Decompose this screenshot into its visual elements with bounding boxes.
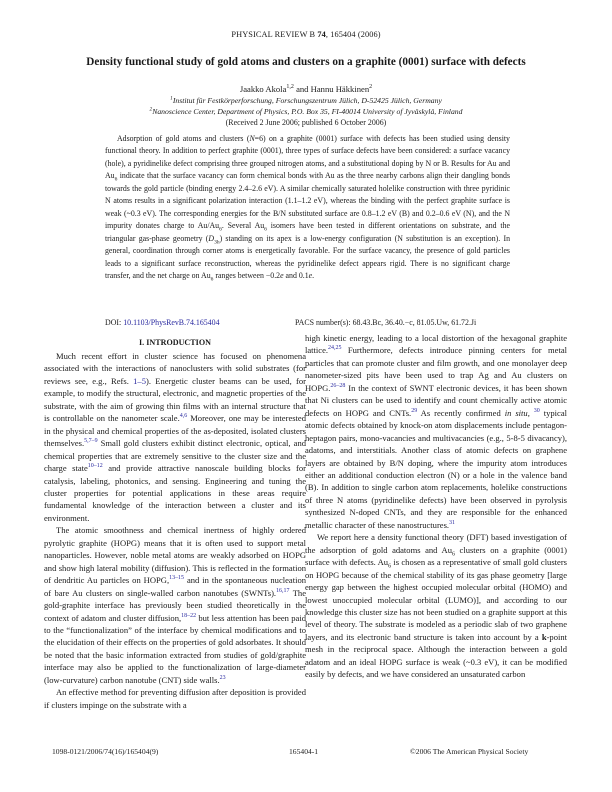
subscript: 6 <box>219 226 222 233</box>
volume-number: 74 <box>317 30 326 39</box>
article-info: , 165404 (2006) <box>325 30 381 39</box>
reference-link[interactable]: 18–22 <box>181 612 197 619</box>
pacs-numbers: PACS number(s): 68.43.Bc, 36.40.−c, 81.05.Uw, 61.72.Ji <box>295 318 477 327</box>
footer-issn: 1098-0121/2006/74(16)/165404(9) <box>52 747 159 756</box>
body-text: We report here a density functional theory (DFT) based investigation of the adsorption of gold adatoms and Au <box>305 532 567 555</box>
abstract <box>105 133 510 282</box>
doi-label: DOI: <box>105 318 124 327</box>
right-column <box>305 332 567 681</box>
reference-link[interactable]: 24,25 <box>328 345 342 352</box>
reference-link[interactable]: 29 <box>411 407 418 414</box>
reference-link[interactable]: 5,7–9 <box>84 438 98 445</box>
affiliation-1-text: Institut für Festkörperforschung, Forschungszentrum Jülich, D-52425 Jülich, Germany <box>172 96 442 105</box>
paragraph <box>44 686 306 711</box>
reference-link[interactable]: 13–15 <box>169 575 185 582</box>
body-text: and in the spontaneous nucleation of bare Au clusters on single-walled carbon nanotubes (SWNTs). <box>44 575 307 598</box>
affiliation-2 <box>0 107 612 116</box>
affiliation-2-marker: 2 <box>149 106 153 113</box>
abstract-text: =6) on a graphite (0001) surface with defects has been studied using density functional theory. In addition to perfect graphite (0001), three types of surface defects have been considered: a surface vacancy (hole), a pyridinelike defect comprising three grouped nitrogen atoms, and a substitutional doping by N or B. Results for Au and Au <box>105 134 510 181</box>
body-text: high kinetic energy, leading to a local distortion of the hexagonal graphite lattice. <box>305 333 567 356</box>
elementary-charge: e <box>308 270 313 280</box>
body-text: An effective method for preventing diffusion after deposition is provided if clusters impinge on the substrate with a <box>44 687 306 710</box>
abstract-text: Adsorption of gold atoms and clusters ( <box>117 134 250 143</box>
body-text: Much recent effort in cluster science has focused on phenomena associated with the interactions of nanoclusters with solid substrates (for reviews see, e.g., Refs. <box>44 351 306 386</box>
author-1: Jaakko Akola <box>239 84 287 94</box>
paragraph <box>305 531 567 680</box>
affiliation-1 <box>0 96 612 105</box>
subscript: 6 <box>264 226 267 233</box>
reference-link[interactable]: 10–12 <box>87 463 103 470</box>
body-text: The gold-graphite interface has previously been studied theoretically in the context of adatom and cluster diffusion, <box>44 587 306 623</box>
abstract-text: ranges between −0.2 <box>213 270 281 280</box>
reference-link[interactable]: 23 <box>219 674 226 681</box>
body-text: typical atomic defects obtained by knock-on atom displacements include pentagon-heptagon pairs, mono-vacancies and multivacancies (e.g., 5-8-5 divacancy), adatoms, and interstitials. Another class of atomic defects on graphene layers are obtained by B/N doping, where the impurity atom introduces either an additional conduction electron (N) or a hole in the valence band (B). In addition to single carbon atom replacements, holelike constructions of three N atoms (pyridinelike defects) have been observed in pyrolysis synthesized N-doped CNTs, and they are responsible for the enhanced metallic character of these nanostructures. <box>305 407 567 530</box>
body-text: Moreover, one may be interested in the physical and chemical properties of the as-deposited, isolated clusters themselves. <box>44 413 306 449</box>
footer-page-number: 165404-1 <box>289 747 319 756</box>
journal-name: PHYSICAL REVIEW B <box>231 30 316 39</box>
body-text: is chosen as a representative of small gold clusters on HOPG because of the chemical stability of its gas phase geometry [large energy gap between the highest occupied molecular orbital (HOMO) and lowest unoccupied molecular orbital (LUMO)], and according to our knowledge this cluster size has not been studied on a graphite support at this level of theory. The substrate is modeled as a periodic slab of two graphene layers, and its electronic band structure is taken into account by a <box>305 557 568 642</box>
affiliation-1-marker: 1 <box>170 95 173 102</box>
body-text: Furthermore, defects introduce pinning centers for metal particles that can promote cluster and film growth, and one monolayer deep nanometer-sized pits have been used to trap Ag and Au clusters on HOPG. <box>305 345 567 393</box>
section-heading: I. INTRODUCTION <box>139 338 211 347</box>
subscript: 3h <box>214 239 220 246</box>
body-text: but less attention has been paid to the “functionalization” of the interface by chemical modifications and to the elucidation of their effects on the properties of gold adsorbates. It should be noted that the basic information extracted from studies of gold/graphite interface may also be applied to the functionalization of large-diameter (low-curvature) carbon nanotube (CNT) side walls. <box>44 612 306 685</box>
reference-link[interactable]: 30 <box>533 407 540 414</box>
abstract-paragraph <box>105 133 510 282</box>
symmetry-symbol: D <box>208 233 215 243</box>
running-head <box>0 30 612 39</box>
abstract-text: . <box>312 270 315 280</box>
reference-link[interactable]: 4,6 <box>179 413 188 420</box>
doi-link[interactable]: 10.1103/PhysRevB.74.165404 <box>123 318 220 327</box>
reference-link[interactable]: 31 <box>449 519 456 526</box>
author-1-affil: 1,2 <box>286 84 294 91</box>
abstract-text: indicate that the surface vacancy can form chemical bonds with Au as the three nearby carbons align their dangling bonds towards the gold particle (binding energy 2.4–2.6 eV). A similar chemically saturated holelike construction with three pyridinic N atoms results in a significant polarization interaction (1.1–1.2 eV), whereas the binding with the perfect graphite surface is weak (~0.3 eV). The corresponding energies for the B/N substituted surface are 0.8–1.2 eV (B) and 0.2–0.6 eV (N), and the N impurity donates charge to Au/Au <box>105 171 510 231</box>
emphasis-text: in situ <box>504 407 528 418</box>
body-text: -point mesh in the reciprocal space. Although the interaction between a gold adatom and an ideal HOPG surface is weak (~0.3 eV), it can be modified easily by defects, and we have considered an unsaturated carbon <box>305 631 567 680</box>
doi <box>105 318 220 327</box>
author-conjunction: and <box>293 84 311 94</box>
paragraph <box>44 524 306 686</box>
paragraph <box>305 332 567 531</box>
reference-link[interactable]: 26–28 <box>330 382 346 389</box>
body-text: The atomic smoothness and chemical inertness of highly ordered pyrolytic graphite (HOPG) means that it is often used to support metal nanoparticles. However, noble metal atoms are weakly adsorbed on HOPG and show high lateral mobility (diffusion). This is reflected in the formation of dendritic Au particles on HOPG, <box>44 525 306 586</box>
body-text: In the context of SWNT electronic devices, it has been shown that Ni clusters can be used to identify and count chemically active atomic defects on HOPG and CNTs. <box>305 382 567 418</box>
abstract-text: isomers have been tested in different orientations on substrate, and the triangular gas-phase geometry ( <box>105 221 511 243</box>
reference-link[interactable]: 1–5 <box>133 375 146 386</box>
author-2-affil: 2 <box>369 84 373 91</box>
subscript: 6 <box>210 276 214 283</box>
left-column <box>44 350 306 711</box>
abstract-text: and 0.1 <box>283 270 309 280</box>
reference-link[interactable]: 16,17 <box>276 587 290 594</box>
affiliation-2-text: Nanoscience Center, Department of Physics, P.O. Box 35, FI-40014 University of Jyväskylä, Finland <box>152 107 463 116</box>
body-text: and provide attractive nanoscale building blocks for catalysis, labeling, photonics, and sensing. Engineering and tuning the cluster properties for potential applications in these areas require fundamental knowledge of the interaction between a cluster and its environment. <box>44 463 306 523</box>
author-line <box>0 84 612 94</box>
body-text: ). Energetic cluster beams can be used, for example, to modify the structural, electronic, and magnetic properties of the substrate, with the aim of growing thin films with an internal structure that is controllable on the nanometer scale. <box>44 375 306 424</box>
body-text: As recently confirmed <box>417 407 505 418</box>
received-dates: (Received 2 June 2006; published 6 October 2006) <box>225 118 387 127</box>
body-text: , <box>527 407 534 418</box>
author-2: Hannu Häkkinen <box>310 84 370 94</box>
abstract-text: . Several Au <box>221 221 265 231</box>
footer-copyright: ©2006 The American Physical Society <box>410 747 529 756</box>
paragraph <box>44 350 306 524</box>
body-text: Small gold clusters exhibit distinct electronic, optical, and chemical properties that are extremely sensitive to the cluster size and the charge state <box>44 438 306 474</box>
subscript: 6 <box>114 176 118 183</box>
subscript: 6 <box>451 551 455 558</box>
elementary-charge: e <box>280 270 284 280</box>
variable-n: N <box>249 134 255 143</box>
paper-title: Density functional study of gold atoms and clusters on a graphite (0001) surface with defects <box>86 56 526 68</box>
abstract-text: ) standing on its apex is a low-energy configuration (N substitution is an exception). In general, coordination through corner atoms is energetically favorable. For the surface vacancy, the presence of gold particles leads to a significant surface reconstruction, whereas the pyridinelike defect appears rigid. There is no significant charge transfer, and the net charge on Au <box>105 233 510 280</box>
bold-k-symbol: k <box>541 631 547 642</box>
body-text: clusters on a graphite (0001) surface with defects. Au <box>305 544 567 568</box>
subscript: 6 <box>388 563 392 570</box>
